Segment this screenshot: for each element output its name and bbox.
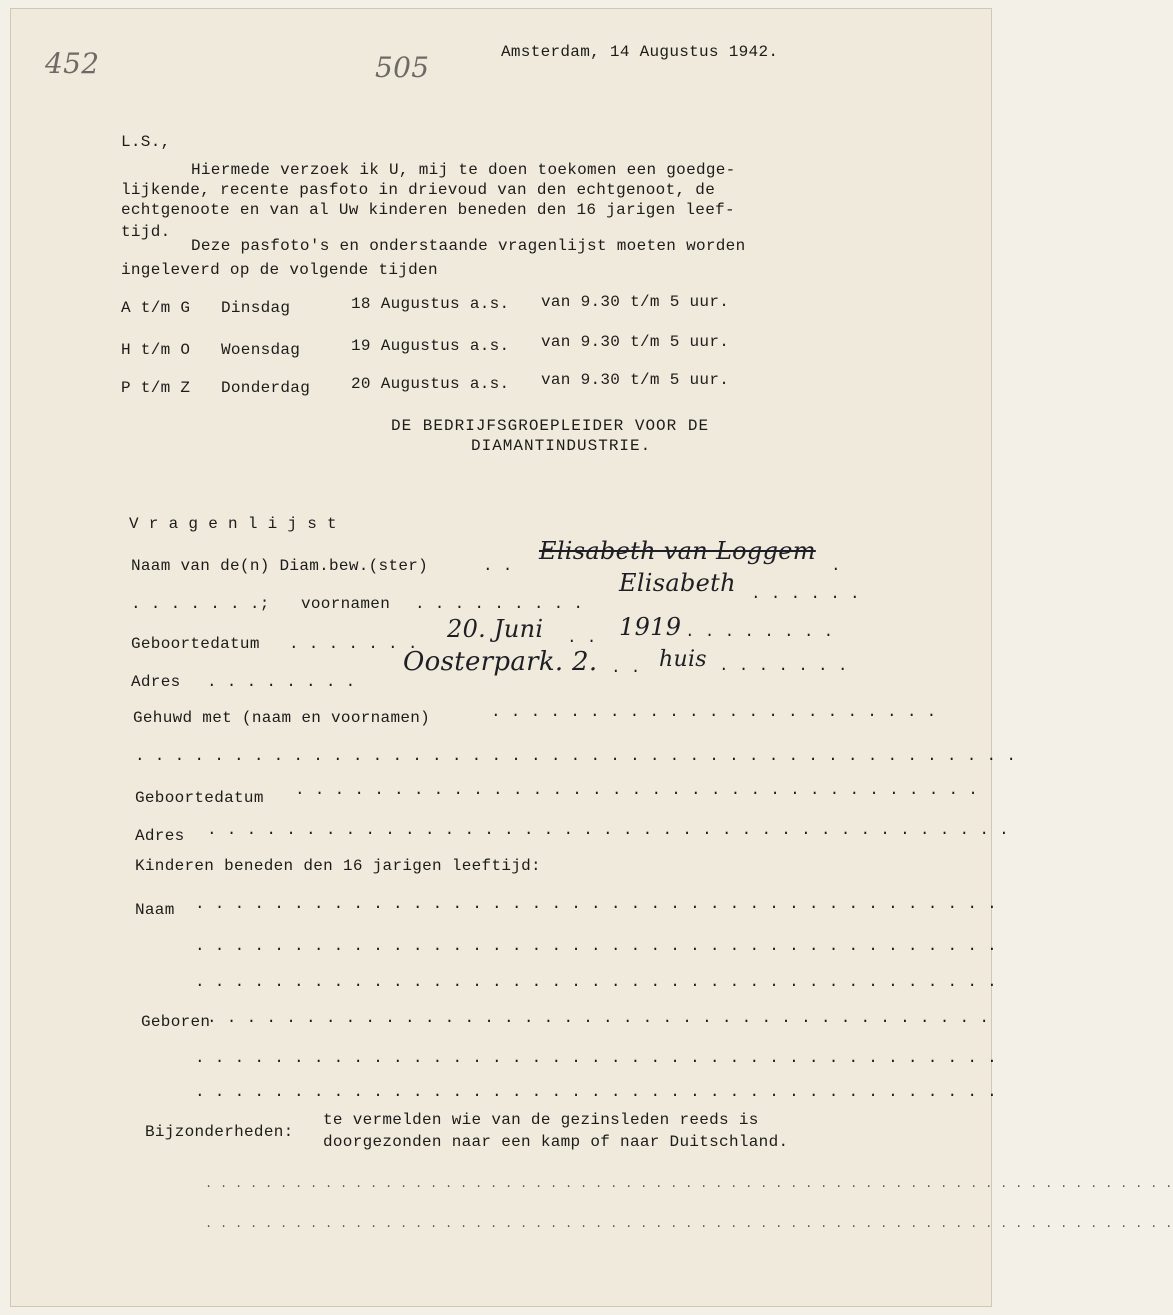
para1-line2: lijkende, recente pasfoto in drievoud van den echtgenoot, de (121, 181, 716, 199)
dot-leader: . . . . . . . (719, 657, 848, 675)
remarks-text1: te vermelden wie van de gezinsleden reeds is (323, 1111, 759, 1129)
schedule-date: 20 Augustus a.s. (351, 375, 510, 393)
dot-leader: . . (611, 659, 641, 677)
dot-leader: . . . . . . . . . . . . . . . . . . . . . . . . . . . . . . . . . . . . . . . . . (195, 895, 998, 913)
para2-line2: ingeleverd op de volgende tijden (121, 261, 438, 279)
firstnames-value: Elisabeth (619, 569, 736, 597)
form-title: V r a g e n l i j s t (129, 515, 337, 533)
schedule-day: Woensdag (221, 341, 301, 359)
address-suffix: huis (659, 647, 707, 672)
address-label: Adres (131, 673, 181, 691)
dot-leader: . . . . . . . . . . . . . . . . . . . . . . . . . . . . . . . . . . . . . . . . . (195, 937, 998, 955)
spouse-address-label: Adres (135, 827, 185, 845)
firstnames-label: voornamen (301, 595, 391, 613)
pencil-number-left: 452 (45, 47, 100, 80)
schedule-time: van 9.30 t/m 5 uur. (541, 333, 730, 351)
dot-leader: . . . . . . . . . . . . . . . . . . . . . . . . . . . . . . . . . . . . . . . . . (195, 1049, 998, 1067)
birthdate-label: Geboortedatum (131, 635, 260, 653)
dot-leader: . . . . . . . . . . . . . . . . . . . . . . . . . . . . . . . . . . . . . . . . . . . . . (135, 747, 1017, 765)
place-date: Amsterdam, 14 Augustus 1942. (501, 43, 779, 61)
dot-leader: . . . . . . . . . . . . . . . . . . . . . . . . . . . . . . . . . . . . . . . . . . . . . . . . . . . . . . . . . . . . . . . . . (205, 1217, 1173, 1231)
schedule-date: 18 Augustus a.s. (351, 295, 510, 313)
schedule-range: P t/m Z (121, 379, 191, 397)
signature-line2: DIAMANTINDUSTRIE. (471, 437, 652, 455)
schedule-time: van 9.30 t/m 5 uur. (541, 371, 730, 389)
birthdate-year: 1919 (619, 613, 682, 641)
dot-leader: . . . . . . . . (685, 623, 834, 641)
dot-leader: . . . . . . . . . . . . . . . . . . . . . . . . . . . . . . . . . . . . . . . . . (195, 1083, 998, 1101)
salutation: L.S., (121, 133, 171, 151)
para2-line1: Deze pasfoto's en onderstaande vragenlijst moeten worden (191, 237, 746, 255)
pencil-number-center: 505 (375, 51, 430, 84)
dot-leader: . . . . . . . (289, 635, 418, 653)
document-sheet (10, 8, 1173, 1307)
child-born-label: Geboren (141, 1013, 211, 1031)
dot-leader: . . . . . . (751, 585, 860, 603)
schedule-day: Donderdag (221, 379, 311, 397)
dot-leader: . . . . . . . . . . . . . . . . . . . . . . . . . . . . . . . . . . . . . . . . (207, 1009, 990, 1027)
dot-leader: . . . . . . . . . . . . . . . . . . . . . . . (491, 703, 937, 721)
dot-leader: . . (567, 629, 597, 647)
birthdate-value: 20. Juni (447, 615, 544, 643)
child-name-label: Naam (135, 901, 175, 919)
schedule-range: A t/m G (121, 299, 191, 317)
para1-line4: tijd. (121, 223, 171, 241)
dot-leader: . . . . . . . . . . . . . . . . . . . . . . . . . . . . . . . . . . . (295, 781, 979, 799)
children-label: Kinderen beneden den 16 jarigen leeftijd: (135, 857, 541, 875)
schedule-range: H t/m O (121, 341, 191, 359)
dot-leader: . . . . . . . . (207, 673, 356, 691)
name-label: Naam van de(n) Diam.bew.(ster) (131, 557, 429, 575)
remarks-text2: doorgezonden naar een kamp of naar Duitschland. (323, 1133, 789, 1151)
dot-leader: . . . . . . . . . . . . . . . . . . . . . . . . . . . . . . . . . . . . . . . . . (207, 821, 1010, 839)
spouse-label: Gehuwd met (naam en voornamen) (133, 709, 431, 727)
spouse-birthdate-label: Geboortedatum (135, 789, 264, 807)
name-value: Elisabeth van Loggem (539, 537, 816, 565)
dot-leader: . . . . . . .; (131, 595, 270, 613)
dot-leader: . . . . . . . . . . . . . . . . . . . . . . . . . . . . . . . . . . . . . . . . . . . . . . . . . . . . . . . . . . . . . . . . . (205, 1177, 1173, 1191)
remarks-label: Bijzonderheden: (145, 1123, 294, 1141)
para1-line1: Hiermede verzoek ik U, mij te doen toekomen een goedge- (191, 161, 736, 179)
schedule-time: van 9.30 t/m 5 uur. (541, 293, 730, 311)
signature-line1: DE BEDRIJFSGROEPLEIDER VOOR DE (391, 417, 710, 435)
dot-leader: . . . . . . . . . (415, 595, 584, 613)
schedule-day: Dinsdag (221, 299, 291, 317)
address-value: Oosterpark. 2. (403, 647, 598, 677)
dot-leader: . (831, 557, 841, 575)
para1-line3: echtgenoote en van al Uw kinderen beneden den 16 jarigen leef- (121, 201, 735, 219)
dot-leader: . . . . . . . . . . . . . . . . . . . . . . . . . . . . . . . . . . . . . . . . . (195, 973, 998, 991)
dot-leader: . . (483, 557, 513, 575)
schedule-date: 19 Augustus a.s. (351, 337, 510, 355)
